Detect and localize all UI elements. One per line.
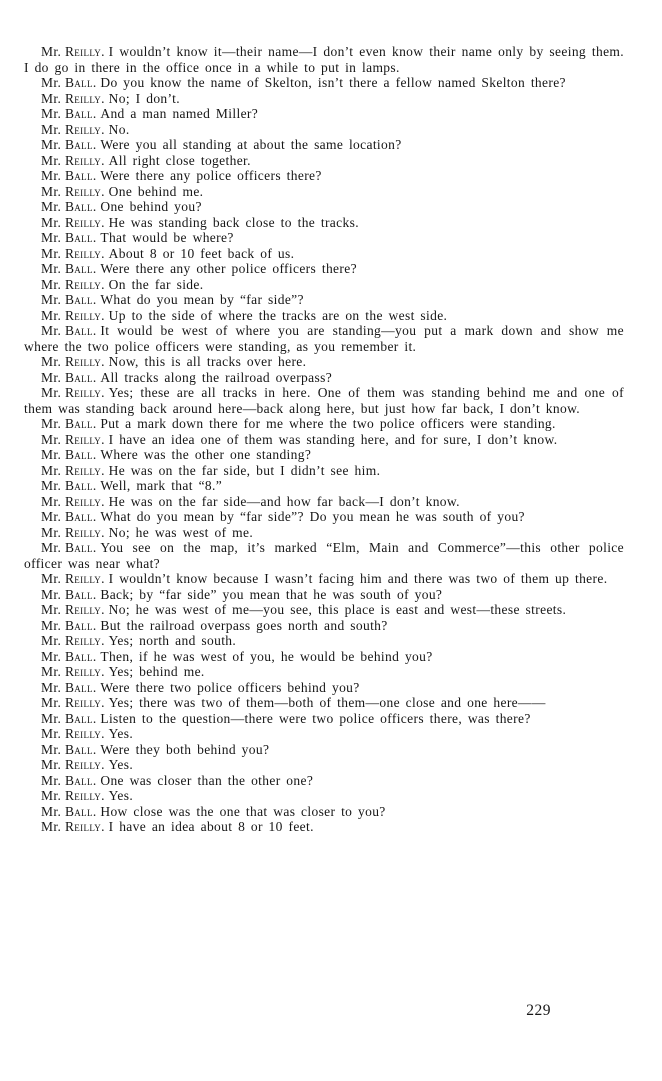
dialogue-line (24, 215, 624, 231)
speaker-name: Reilly. (64, 276, 105, 292)
speech-text: About 8 or 10 feet back of us. (108, 245, 295, 261)
speaker-name: Ball. (64, 648, 97, 664)
dialogue-line (24, 432, 624, 448)
speech-text: I wouldn’t know because I wasn’t facing him and there was two of them up there. (108, 571, 608, 586)
speech-text: Yes; there was two of them—both of them—one close and one here—— (108, 695, 546, 710)
speaker-prefix: Mr. (41, 354, 62, 369)
dialogue-line (24, 106, 624, 122)
speaker-name: Ball. (64, 75, 97, 90)
speaker-name: Reilly. (64, 664, 105, 679)
speech-text: What do you mean by “far side”? Do you mean he was south of you? (100, 509, 525, 524)
dialogue-line (24, 385, 624, 416)
dialogue-line (24, 199, 624, 215)
speaker-prefix: Mr. (41, 633, 62, 648)
speaker-name: Reilly. (64, 214, 105, 230)
speaker-prefix: Mr. (41, 788, 62, 803)
speaker-name: Ball. (64, 369, 97, 385)
dialogue-line (24, 354, 624, 370)
speaker-name: Reilly. (64, 354, 105, 369)
speech-text: One was closer than the other one? (100, 772, 314, 788)
speaker-name: Ball. (64, 230, 97, 245)
speaker-name: Reilly. (64, 152, 105, 168)
speech-text: Up to the side of where the tracks are on the west side. (108, 307, 448, 323)
speech-text: Listen to the question—there were two police officers there, was there? (100, 710, 531, 726)
speaker-name: Reilly. (64, 462, 105, 478)
speaker-prefix: Mr. (41, 230, 62, 245)
dialogue-line (24, 788, 624, 804)
speaker-name: Ball. (64, 199, 97, 214)
speech-text: He was on the far side—and how far back—I don’t know. (108, 493, 460, 509)
speaker-prefix: Mr. (41, 307, 62, 323)
speaker-prefix: Mr. (41, 726, 62, 741)
speaker-prefix: Mr. (41, 323, 62, 338)
speech-text: All right close together. (108, 152, 251, 168)
speech-text: I have an idea one of them was standing here, and for sure, I don’t know. (108, 431, 558, 447)
speech-text: He was standing back close to the tracks. (108, 214, 359, 230)
dialogue-line (24, 509, 624, 525)
speaker-prefix: Mr. (41, 90, 62, 106)
speaker-prefix: Mr. (41, 509, 62, 524)
speaker-prefix: Mr. (41, 571, 62, 586)
speaker-name: Ball. (64, 772, 97, 788)
dialogue-line (24, 261, 624, 277)
dialogue-line (24, 618, 624, 634)
speaker-prefix: Mr. (41, 710, 62, 726)
speaker-name: Reilly. (64, 726, 105, 741)
speaker-name: Reilly. (64, 44, 105, 59)
dialogue-line (24, 726, 624, 742)
speech-text: Well, mark that “8.” (100, 478, 223, 493)
speaker-name: Ball. (64, 168, 97, 183)
speaker-prefix: Mr. (41, 369, 62, 385)
speaker-name: Reilly. (64, 307, 105, 323)
speaker-prefix: Mr. (41, 664, 62, 679)
speaker-name: Reilly. (64, 121, 105, 137)
speaker-prefix: Mr. (41, 245, 62, 261)
dialogue-line (24, 230, 624, 246)
speech-text: Now, this is all tracks over here. (108, 354, 307, 369)
speech-text: Yes. (108, 788, 134, 803)
dialogue-line (24, 153, 624, 169)
dialogue-line (24, 463, 624, 479)
speaker-name: Ball. (64, 509, 97, 524)
speaker-name: Ball. (64, 617, 97, 633)
speaker-prefix: Mr. (41, 214, 62, 230)
speech-text: Back; by “far side” you mean that he was south of you? (100, 586, 443, 602)
speaker-prefix: Mr. (41, 648, 62, 664)
dialogue-line (24, 323, 624, 354)
speaker-prefix: Mr. (41, 183, 62, 199)
speaker-prefix: Mr. (41, 106, 62, 121)
dialogue-line (24, 122, 624, 138)
page-number: 229 (526, 1002, 551, 1019)
speech-text: One behind me. (108, 183, 204, 199)
speaker-name: Reilly. (64, 183, 105, 199)
dialogue-line (24, 602, 624, 618)
dialogue-line (24, 757, 624, 773)
speaker-prefix: Mr. (41, 493, 62, 509)
speech-text: He was on the far side, but I didn’t see him. (108, 462, 381, 478)
speaker-prefix: Mr. (41, 540, 62, 555)
dialogue-line (24, 478, 624, 494)
dialogue-line (24, 44, 624, 75)
speaker-name: Ball. (64, 540, 97, 555)
speech-text: Put a mark down there for me where the two police officers were standing. (100, 416, 556, 431)
speaker-name: Ball. (64, 261, 97, 276)
dialogue-line (24, 525, 624, 541)
dialogue-line (24, 695, 624, 711)
dialogue-line (24, 649, 624, 665)
speaker-name: Ball. (64, 803, 97, 819)
dialogue-line (24, 494, 624, 510)
dialogue-line (24, 680, 624, 696)
speaker-prefix: Mr. (41, 447, 62, 462)
speaker-prefix: Mr. (41, 695, 62, 710)
dialogue-line (24, 804, 624, 820)
speaker-prefix: Mr. (41, 261, 62, 276)
speech-text: Were there any police officers there? (100, 168, 322, 183)
speaker-name: Reilly. (64, 431, 105, 447)
speech-text: What do you mean by “far side”? (100, 292, 304, 307)
dialogue-line (24, 75, 624, 91)
speaker-name: Reilly. (64, 695, 105, 710)
speaker-prefix: Mr. (41, 602, 62, 617)
speech-text: I wouldn’t know it—their name—I don’t even know their name only by seeing them. I do go in there in the office once in a while to put in lamps. (24, 44, 624, 75)
speech-text: Were there two police officers behind you? (100, 679, 360, 695)
speech-text: Yes; north and south. (108, 633, 237, 648)
dialogue-line (24, 773, 624, 789)
speech-text: But the railroad overpass goes north and south? (100, 617, 388, 633)
speaker-name: Ball. (64, 710, 97, 726)
speech-text: Then, if he was west of you, he would be behind you? (100, 648, 433, 664)
speech-text: Yes. (108, 757, 134, 772)
dialogue-line (24, 246, 624, 262)
transcript (24, 44, 624, 835)
speaker-prefix: Mr. (41, 385, 62, 400)
dialogue-line (24, 819, 624, 835)
speech-text: Yes; behind me. (108, 664, 205, 679)
speech-text: On the far side. (108, 276, 204, 292)
dialogue-line (24, 664, 624, 680)
speech-text: All tracks along the railroad overpass? (100, 369, 333, 385)
dialogue-line (24, 277, 624, 293)
dialogue-line (24, 742, 624, 758)
speaker-prefix: Mr. (41, 292, 62, 307)
dialogue-line (24, 308, 624, 324)
dialogue-line (24, 587, 624, 603)
dialogue-line (24, 447, 624, 463)
speech-text: Yes; these are all tracks in here. One of them was standing behind me and one of them was standing back around here—back along here, but just how far back, I don’t know. (24, 385, 624, 416)
speech-text: One behind you? (100, 199, 202, 214)
speaker-prefix: Mr. (41, 524, 62, 540)
speaker-prefix: Mr. (41, 276, 62, 292)
dialogue-line (24, 540, 624, 571)
speech-text: Yes. (108, 726, 134, 741)
speaker-prefix: Mr. (41, 819, 62, 834)
speaker-prefix: Mr. (41, 44, 62, 59)
speech-text: Were they both behind you? (100, 741, 270, 757)
speaker-name: Reilly. (64, 788, 105, 803)
speaker-prefix: Mr. (41, 75, 62, 90)
speaker-name: Reilly. (64, 571, 105, 586)
dialogue-line (24, 292, 624, 308)
speaker-prefix: Mr. (41, 478, 62, 493)
speaker-name: Reilly. (64, 385, 105, 400)
dialogue-line (24, 184, 624, 200)
dialogue-line (24, 370, 624, 386)
speaker-name: Ball. (64, 478, 97, 493)
speaker-prefix: Mr. (41, 121, 62, 137)
speaker-name: Ball. (64, 586, 97, 602)
speech-text: Where was the other one standing? (100, 447, 312, 462)
speaker-prefix: Mr. (41, 803, 62, 819)
speech-text: How close was the one that was closer to you? (100, 803, 386, 819)
speaker-prefix: Mr. (41, 199, 62, 214)
speaker-prefix: Mr. (41, 617, 62, 633)
speaker-name: Ball. (64, 679, 97, 695)
speech-text: You see on the map, it’s marked “Elm, Main and Commerce”—this other police officer was near what? (24, 540, 624, 571)
speaker-prefix: Mr. (41, 462, 62, 478)
speech-text: No. (108, 121, 130, 137)
dialogue-line (24, 416, 624, 432)
speaker-prefix: Mr. (41, 416, 62, 431)
speech-text: Do you know the name of Skelton, isn’t there a fellow named Skelton there? (100, 75, 566, 90)
speech-text: I have an idea about 8 or 10 feet. (108, 819, 314, 834)
speaker-prefix: Mr. (41, 757, 62, 772)
dialogue-line (24, 571, 624, 587)
speaker-name: Reilly. (64, 524, 105, 540)
speaker-prefix: Mr. (41, 431, 62, 447)
dialogue-line (24, 711, 624, 727)
speaker-name: Reilly. (64, 633, 105, 648)
speaker-name: Ball. (64, 447, 97, 462)
speaker-prefix: Mr. (41, 586, 62, 602)
speaker-name: Reilly. (64, 602, 105, 617)
speaker-name: Ball. (64, 137, 97, 152)
speaker-name: Reilly. (64, 90, 105, 106)
speaker-name: Ball. (64, 323, 97, 338)
dialogue-line (24, 168, 624, 184)
speech-text: No; he was west of me—you see, this place is east and west—these streets. (108, 602, 567, 617)
speech-text: It would be west of where you are standing—you put a mark down and show me where the two police officers were standing, as you remember it. (24, 323, 624, 354)
speaker-name: Ball. (64, 741, 97, 757)
speaker-name: Ball. (64, 106, 97, 121)
speaker-prefix: Mr. (41, 152, 62, 168)
speaker-prefix: Mr. (41, 679, 62, 695)
speaker-prefix: Mr. (41, 137, 62, 152)
speaker-name: Reilly. (64, 819, 105, 834)
dialogue-line (24, 633, 624, 649)
speaker-prefix: Mr. (41, 168, 62, 183)
speaker-name: Reilly. (64, 245, 105, 261)
speaker-name: Ball. (64, 292, 97, 307)
speech-text: Were there any other police officers there? (100, 261, 357, 276)
dialogue-line (24, 91, 624, 107)
speech-text: And a man named Miller? (100, 106, 259, 121)
speech-text: That would be where? (100, 230, 234, 245)
speaker-prefix: Mr. (41, 741, 62, 757)
speaker-prefix: Mr. (41, 772, 62, 788)
speaker-name: Reilly. (64, 493, 105, 509)
speaker-name: Reilly. (64, 757, 105, 772)
speech-text: No; I don’t. (108, 90, 180, 106)
speech-text: No; he was west of me. (108, 524, 254, 540)
dialogue-line (24, 137, 624, 153)
speech-text: Were you all standing at about the same location? (100, 137, 402, 152)
speaker-name: Ball. (64, 416, 97, 431)
